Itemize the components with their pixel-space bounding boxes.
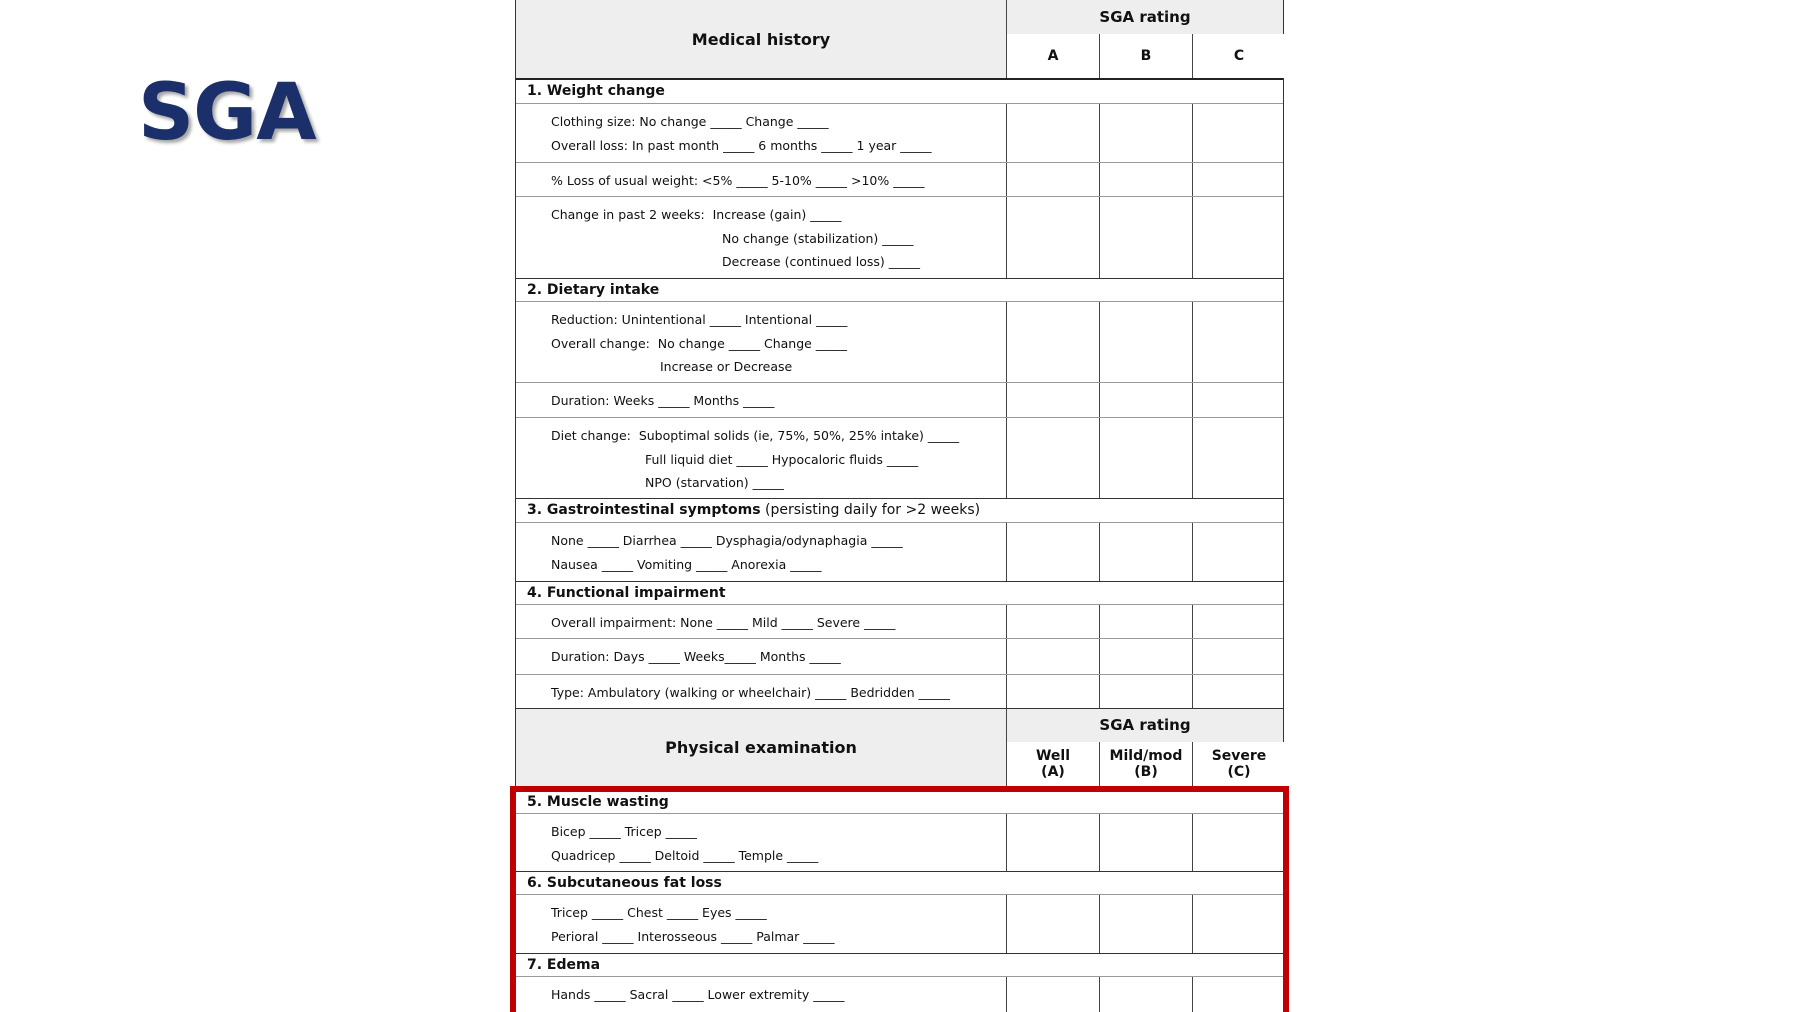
col-well: Well (A) bbox=[1007, 742, 1100, 786]
rating-cell-c[interactable] bbox=[1193, 605, 1285, 638]
rating-cell-a[interactable] bbox=[1007, 675, 1100, 708]
rating-cell-a[interactable] bbox=[1007, 104, 1100, 162]
form-row bbox=[516, 104, 1283, 163]
rating-cell-a[interactable] bbox=[1007, 418, 1100, 498]
field-text: Change in past 2 weeks: Increase (gain) _____ bbox=[551, 207, 842, 222]
field-text: Bicep _____ Tricep _____ bbox=[551, 824, 697, 839]
field-text: Duration: Weeks _____ Months _____ bbox=[551, 393, 775, 408]
rating-cell-c[interactable] bbox=[1193, 104, 1285, 162]
col-a: A bbox=[1007, 34, 1100, 78]
field-text: Quadricep _____ Deltoid _____ Temple _____ bbox=[551, 847, 819, 863]
form-row bbox=[516, 977, 1283, 1012]
rating-cell-b[interactable] bbox=[1100, 639, 1193, 674]
field-text: Duration: Days _____ Weeks_____ Months _____ bbox=[551, 649, 841, 664]
form-row bbox=[516, 605, 1283, 639]
field-text: % Loss of usual weight: <5% _____ 5-10% _____ >10% _____ bbox=[551, 173, 925, 188]
rating-cell-a[interactable] bbox=[1007, 383, 1100, 417]
rating-cell-c[interactable] bbox=[1193, 418, 1285, 498]
field-text: Reduction: Unintentional _____ Intentional _____ bbox=[551, 312, 848, 327]
col-mild-mod: Mild/mod (B) bbox=[1100, 742, 1193, 786]
rating-cell-c[interactable] bbox=[1193, 383, 1285, 417]
section-gi-symptoms bbox=[516, 499, 1283, 523]
rating-cell-b[interactable] bbox=[1100, 605, 1193, 638]
form-row bbox=[516, 197, 1283, 279]
form-row bbox=[516, 163, 1283, 197]
rating-cell-b[interactable] bbox=[1100, 163, 1193, 196]
section-edema bbox=[516, 954, 1283, 977]
rating-cell-c[interactable] bbox=[1193, 814, 1285, 871]
rating-cell-b[interactable] bbox=[1100, 302, 1193, 382]
rating-cell-a[interactable] bbox=[1007, 895, 1100, 953]
rating-cell-c[interactable] bbox=[1193, 197, 1285, 278]
rating-cell-b[interactable] bbox=[1100, 197, 1193, 278]
form-row bbox=[516, 814, 1283, 872]
rating-cell-b[interactable] bbox=[1100, 104, 1193, 162]
section-title: 4. Functional impairment bbox=[527, 585, 726, 601]
rating-cell-b[interactable] bbox=[1100, 523, 1193, 581]
section-note: (persisting daily for >2 weeks) bbox=[760, 502, 981, 518]
rating-cell-c[interactable] bbox=[1193, 639, 1285, 674]
col-b: B bbox=[1100, 34, 1193, 78]
medical-history-title: Medical history bbox=[516, 0, 1007, 78]
rating-cell-a[interactable] bbox=[1007, 814, 1100, 871]
sga-form bbox=[515, 0, 1284, 1012]
sga-logo: SGA bbox=[138, 68, 316, 158]
field-text: Nausea _____ Vomiting _____ Anorexia _____ bbox=[551, 556, 822, 572]
field-text: Diet change: Suboptimal solids (ie, 75%, 50%, 25% intake) _____ bbox=[551, 428, 960, 443]
form-row bbox=[516, 675, 1283, 709]
rating-cell-c[interactable] bbox=[1193, 675, 1285, 708]
section-title: 6. Subcutaneous fat loss bbox=[527, 875, 722, 891]
field-text: Perioral _____ Interosseous _____ Palmar _____ bbox=[551, 928, 835, 944]
rating-cell-c[interactable] bbox=[1193, 163, 1285, 196]
field-text: Increase or Decrease bbox=[660, 359, 793, 374]
section-title: 2. Dietary intake bbox=[527, 282, 660, 298]
section-weight-change bbox=[516, 80, 1283, 104]
col-c: C bbox=[1193, 34, 1285, 78]
sga-rating-title: SGA rating bbox=[1007, 0, 1283, 36]
col-severe: Severe (C) bbox=[1193, 742, 1285, 786]
rating-cell-c[interactable] bbox=[1193, 977, 1285, 1012]
section-dietary-intake bbox=[516, 279, 1283, 302]
form-row bbox=[516, 523, 1283, 582]
field-text: Decrease (continued loss) _____ bbox=[722, 254, 920, 269]
section-title: 1. Weight change bbox=[527, 83, 665, 99]
rating-cell-b[interactable] bbox=[1100, 895, 1193, 953]
section-fat-loss bbox=[516, 872, 1283, 895]
physical-exam-header bbox=[516, 709, 1283, 788]
form-row bbox=[516, 895, 1283, 954]
medical-history-header bbox=[516, 0, 1283, 80]
rating-cell-c[interactable] bbox=[1193, 895, 1285, 953]
field-text: Overall change: No change _____ Change _____ bbox=[551, 335, 848, 351]
rating-cell-a[interactable] bbox=[1007, 302, 1100, 382]
rating-cell-a[interactable] bbox=[1007, 163, 1100, 196]
form-row bbox=[516, 302, 1283, 383]
field-text: Hands _____ Sacral _____ Lower extremity _____ bbox=[551, 987, 845, 1002]
rating-cell-b[interactable] bbox=[1100, 418, 1193, 498]
rating-cell-a[interactable] bbox=[1007, 523, 1100, 581]
form-row bbox=[516, 639, 1283, 675]
field-text: Overall loss: In past month _____ 6 months _____ 1 year _____ bbox=[551, 137, 932, 153]
field-text: No change (stabilization) _____ bbox=[722, 230, 914, 246]
rating-cell-a[interactable] bbox=[1007, 639, 1100, 674]
rating-cell-c[interactable] bbox=[1193, 302, 1285, 382]
rating-cell-b[interactable] bbox=[1100, 814, 1193, 871]
field-text: Type: Ambulatory (walking or wheelchair) _____ Bedridden _____ bbox=[551, 685, 950, 700]
sga-rating-title: SGA rating bbox=[1007, 709, 1283, 744]
section-functional-impairment bbox=[516, 582, 1283, 605]
field-text: Clothing size: No change _____ Change _____ bbox=[551, 114, 829, 129]
rating-cell-c[interactable] bbox=[1193, 523, 1285, 581]
rating-cell-b[interactable] bbox=[1100, 675, 1193, 708]
physical-exam-title: Physical examination bbox=[516, 709, 1007, 786]
rating-cell-b[interactable] bbox=[1100, 977, 1193, 1012]
section-title: 5. Muscle wasting bbox=[527, 794, 669, 810]
field-text: Tricep _____ Chest _____ Eyes _____ bbox=[551, 905, 767, 920]
field-text: Overall impairment: None _____ Mild _____ Severe _____ bbox=[551, 615, 896, 630]
form-row bbox=[516, 383, 1283, 418]
rating-cell-a[interactable] bbox=[1007, 977, 1100, 1012]
rating-cell-a[interactable] bbox=[1007, 197, 1100, 278]
form-row bbox=[516, 418, 1283, 499]
field-text: NPO (starvation) _____ bbox=[645, 475, 784, 490]
rating-cell-b[interactable] bbox=[1100, 383, 1193, 417]
section-title: 3. Gastrointestinal symptoms bbox=[527, 502, 761, 518]
section-muscle-wasting bbox=[516, 792, 1283, 814]
section-title: 7. Edema bbox=[527, 957, 601, 973]
rating-cell-a[interactable] bbox=[1007, 605, 1100, 638]
field-text: Full liquid diet _____ Hypocaloric fluids _____ bbox=[645, 451, 919, 467]
field-text: None _____ Diarrhea _____ Dysphagia/odynaphagia _____ bbox=[551, 533, 903, 548]
